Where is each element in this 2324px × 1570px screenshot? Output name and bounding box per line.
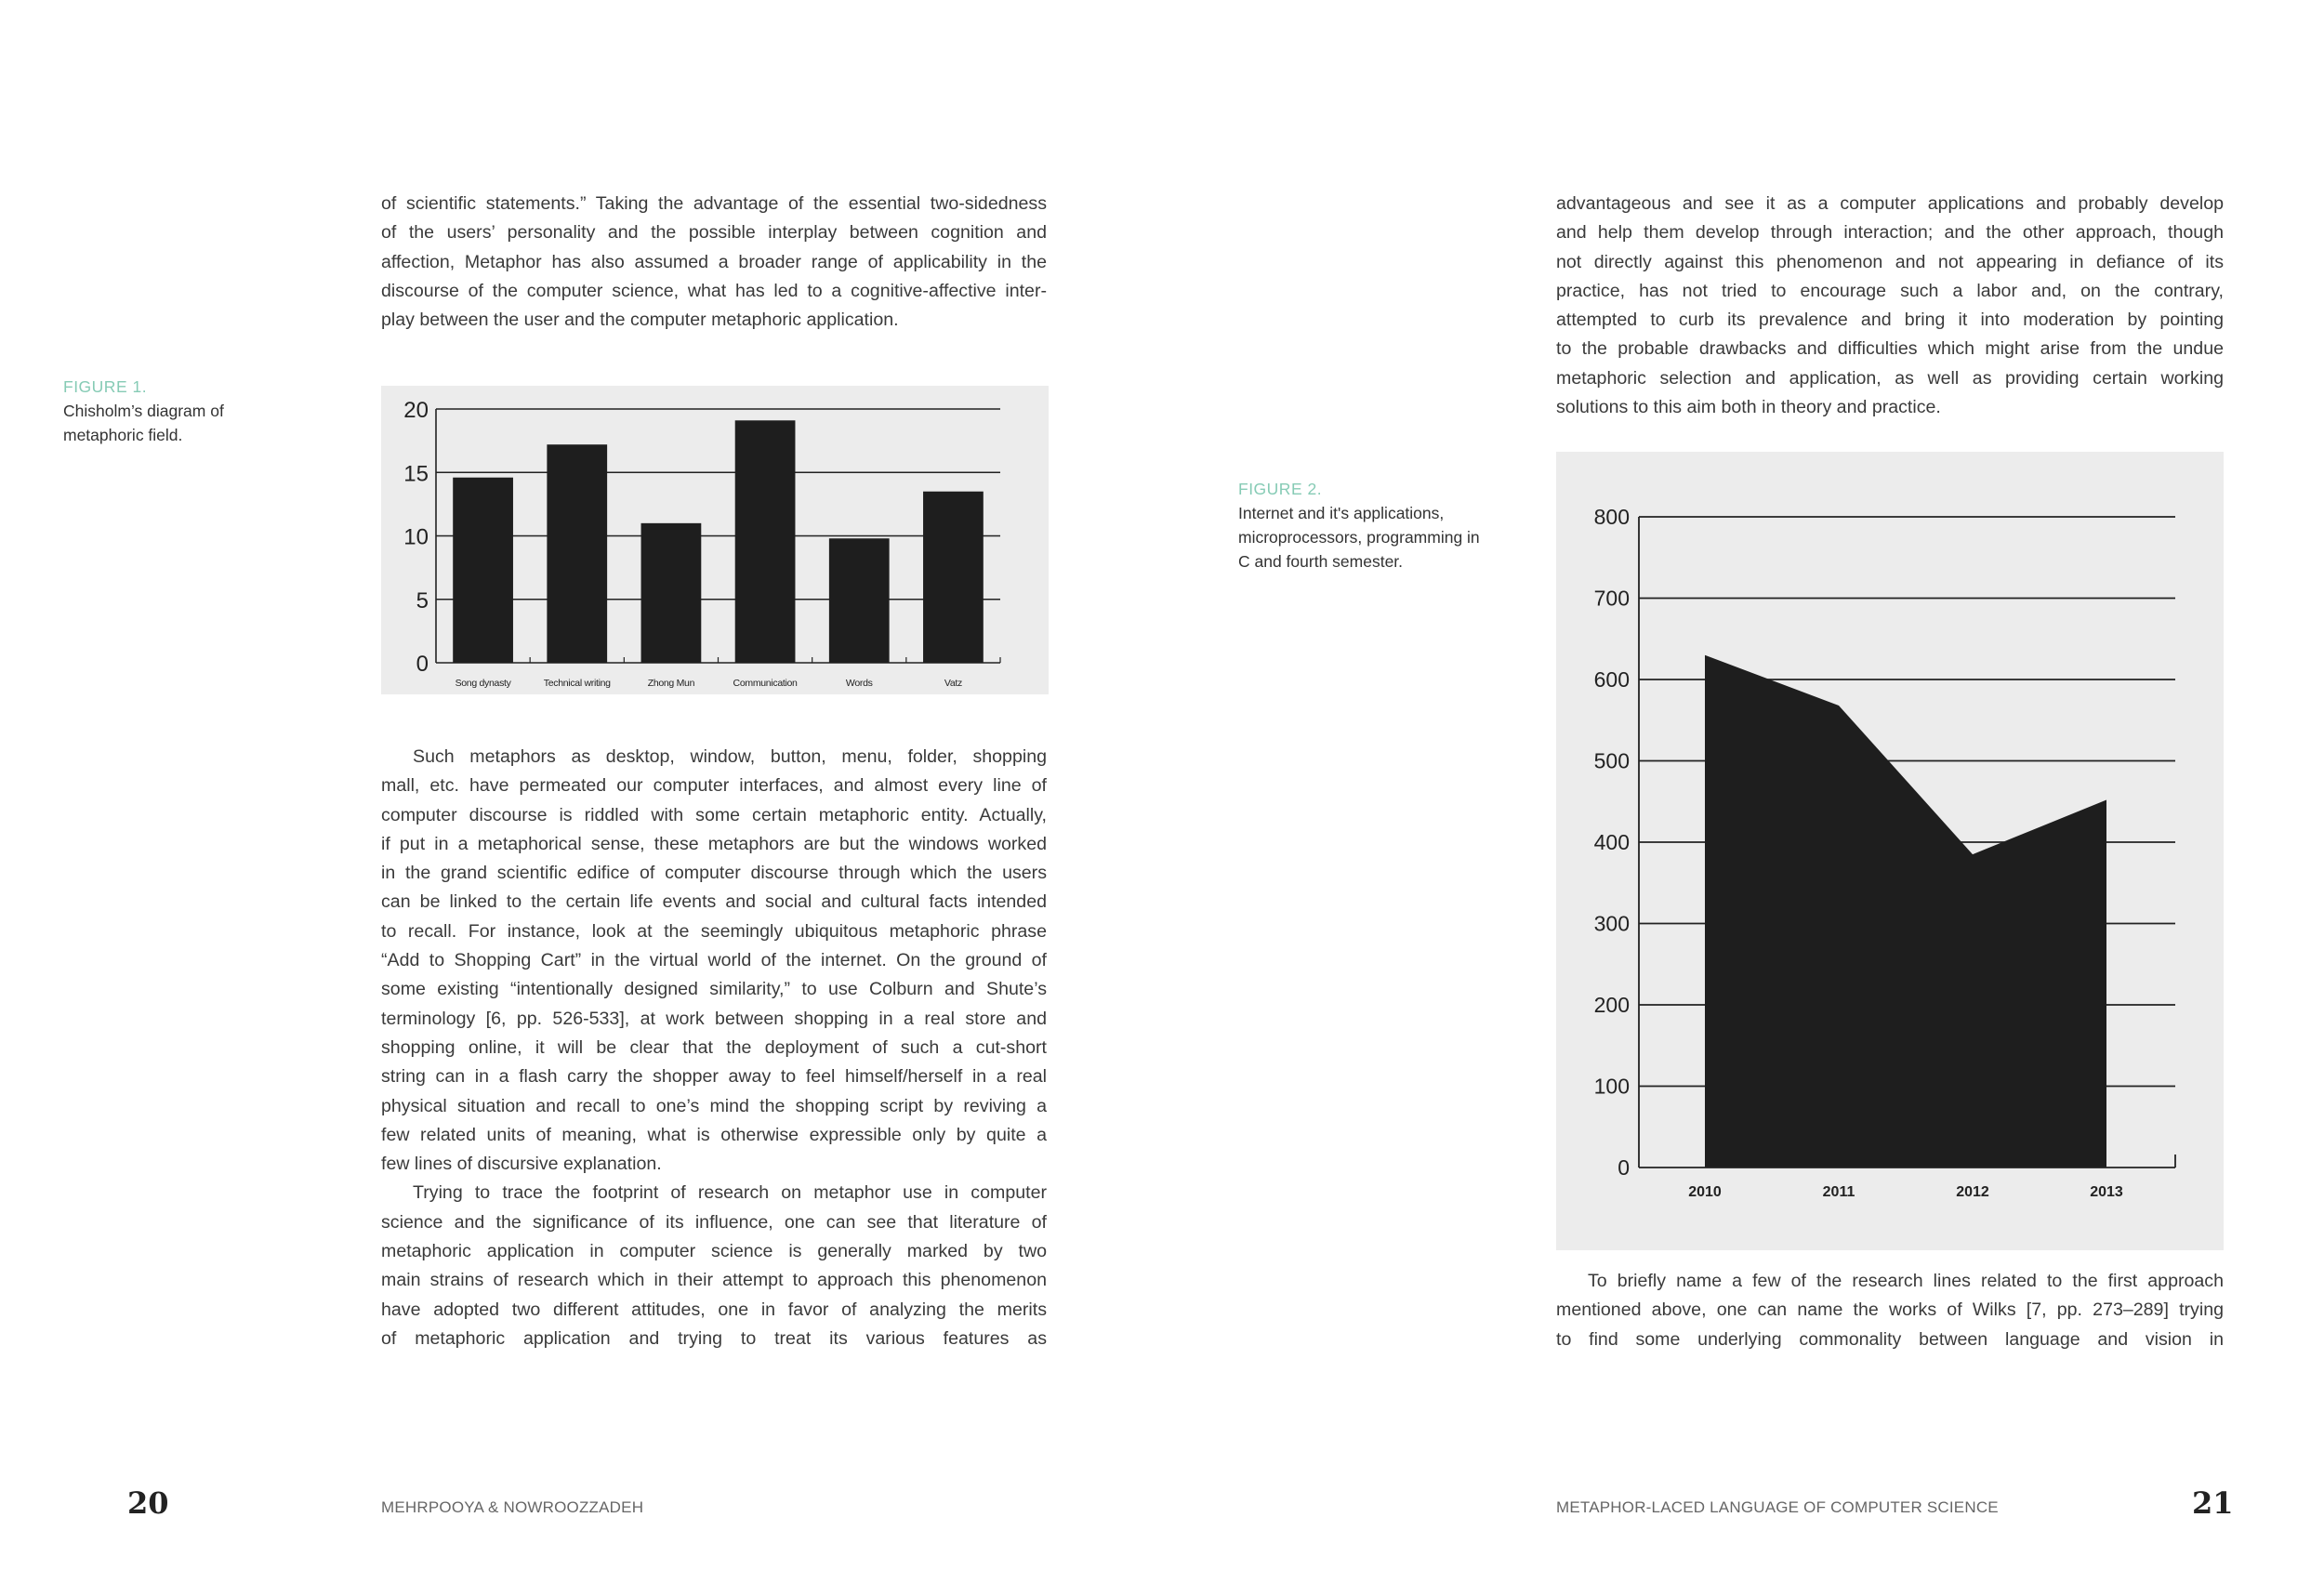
x-tick-label: Vatz (944, 678, 962, 689)
right-intro-text (1556, 190, 2224, 422)
figure-2-label: FIGURE 2. (1238, 480, 1323, 498)
y-tick-label: 15 (403, 461, 429, 487)
figure-1-caption (63, 375, 305, 447)
text-line: mentioned above, one can name the works of Wilks [7, pp. 273–289] trying (1556, 1300, 2224, 1321)
bar (829, 538, 890, 663)
text-line: not directly against this phenomenon and not appearing in defiance of its (1556, 251, 2224, 272)
figure-2-caption (1238, 477, 1517, 574)
y-tick-label: 300 (1593, 911, 1630, 936)
text-line: few related units of meaning, what is otherwise expressible only by quite a (381, 1124, 1047, 1145)
text-line: main strains of research which in their attempt to approach this phenomenon (381, 1270, 1047, 1291)
y-tick-label: 600 (1593, 667, 1630, 692)
text-line: few lines of discursive explanation. (381, 1154, 662, 1175)
figure-1-caption-line: metaphoric field. (63, 426, 183, 444)
y-tick-label: 400 (1593, 830, 1630, 854)
text-line: To briefly name a few of the research lines related to the first approach (1588, 1271, 2224, 1291)
text-line: practice, has not tried to encourage such a labor and, on the contrary, (1556, 280, 2224, 301)
page-number-left: 20 (127, 1485, 169, 1521)
x-tick-label: 2010 (1688, 1184, 1722, 1200)
y-tick-label: 10 (403, 524, 429, 550)
y-tick-label: 200 (1593, 993, 1630, 1017)
text-line: play between the user and the computer metaphoric application. (381, 310, 899, 331)
y-tick-label: 20 (403, 398, 429, 423)
text-line: solutions to this aim both in theory and practice. (1556, 397, 1941, 418)
y-tick-label: 0 (416, 652, 429, 677)
figure-2-caption-line: Internet and it's applications, (1238, 504, 1445, 522)
text-line: can be linked to the certain life events and social and cultural facts intended (381, 891, 1047, 913)
y-tick-label: 500 (1593, 748, 1630, 773)
figure-1-label: FIGURE 1. (63, 377, 148, 396)
text-line: of metaphoric application and trying to treat its various features as (381, 1327, 1047, 1349)
text-line: in the grand scientific edifice of computer discourse through which the users (381, 863, 1047, 884)
y-tick-label: 700 (1593, 586, 1630, 611)
x-tick-label: Technical writing (543, 678, 611, 689)
text-line: “Add to Shopping Cart” in the virtual world of the internet. On the ground of (381, 950, 1047, 971)
text-line: discourse of the computer science, what has led to a cognitive-affective inter- (381, 280, 1047, 301)
text-line: Trying to trace the footprint of research on metaphor use in computer (413, 1182, 1047, 1204)
x-tick-label: Words (845, 678, 873, 689)
page-number-right: 21 (2192, 1485, 2234, 1521)
text-line: to find some underlying commonality between language and vision in (1556, 1328, 2224, 1350)
y-tick-label: 800 (1593, 505, 1630, 529)
text-line: if put in a metaphorical sense, these metaphors are but the windows worked (381, 833, 1047, 854)
x-tick-label: Zhong Mun (647, 678, 695, 689)
right-body-text (1556, 1267, 2224, 1354)
figure-1-caption-line: Chisholm’s diagram of (63, 402, 224, 420)
bar (453, 478, 513, 663)
bar (923, 492, 984, 663)
figure-2-caption-line: microprocessors, programming in (1238, 528, 1480, 547)
x-tick-label: 2011 (1822, 1184, 1855, 1200)
text-line: physical situation and recall to one’s mind the shopping script by reviving a (381, 1095, 1047, 1116)
text-line: of the users’ personality and the possible interplay between cognition and (381, 222, 1047, 244)
text-line: computer discourse is riddled with some certain metaphoric entity. Actually, (381, 804, 1047, 825)
x-tick-label: 2013 (2090, 1184, 2123, 1200)
text-line: attempted to curb its prevalence and bring it into moderation by pointing (1556, 310, 2224, 331)
x-tick-label: 2012 (1956, 1184, 1989, 1200)
text-line: science and the significance of its influence, one can see that literature of (381, 1211, 1047, 1233)
area-chart-svg (1556, 452, 2224, 1250)
text-line: metaphoric selection and application, as well as providing certain working (1556, 367, 2224, 389)
figure-2-area-chart (1556, 452, 2224, 1250)
text-line: have adopted two different attitudes, one in favor of analyzing the merits (381, 1299, 1047, 1320)
x-tick-label: Communication (733, 678, 798, 689)
bar (547, 444, 607, 663)
area-series (1705, 655, 2106, 1168)
text-line: to recall. For instance, look at the seemingly ubiquitous metaphoric phrase (381, 920, 1047, 942)
text-line: to the probable drawbacks and difficulties which might arise from the undue (1556, 338, 2224, 360)
figure-1-bar-chart (381, 386, 1049, 694)
figure-2-caption-line: C and fourth semester. (1238, 552, 1404, 571)
text-line: advantageous and see it as a computer applications and probably develop (1556, 193, 2224, 214)
text-line: affection, Metaphor has also assumed a broader range of applicability in the (381, 251, 1047, 272)
text-line: string can in a flash carry the shopper away to feel himself/herself in a real (381, 1066, 1047, 1088)
left-body-text (381, 743, 1047, 1353)
text-line: terminology [6, pp. 526-533], at work between shopping in a real store and (381, 1008, 1047, 1029)
text-line: shopping online, it will be clear that the deployment of such a cut-short (381, 1036, 1047, 1058)
text-line: of scientific statements.” Taking the advantage of the essential two-sidedness (381, 193, 1047, 214)
text-line: mall, etc. have permeated our computer interfaces, and almost every line of (381, 775, 1047, 797)
text-line: and help them develop through interaction; and the other approach, though (1556, 222, 2224, 244)
running-head-right: METAPHOR-LACED LANGUAGE OF COMPUTER SCIENCE (1556, 1498, 1999, 1516)
text-line: some existing “intentionally designed similarity,” to use Colburn and Shute’s (381, 979, 1047, 1000)
bar (641, 523, 702, 663)
y-tick-label: 5 (416, 587, 429, 613)
text-line: metaphoric application in computer science is generally marked by two (381, 1241, 1047, 1262)
bar (735, 420, 796, 663)
x-tick-label: Song dynasty (455, 678, 511, 689)
left-intro-text (381, 190, 1047, 335)
y-tick-label: 0 (1618, 1155, 1630, 1180)
y-tick-label: 100 (1593, 1074, 1630, 1099)
text-line: Such metaphors as desktop, window, button, menu, folder, shopping (413, 746, 1047, 767)
running-head-left: MEHRPOOYA & NOWROOZZADEH (381, 1498, 644, 1516)
bar-chart-svg (381, 386, 1049, 694)
